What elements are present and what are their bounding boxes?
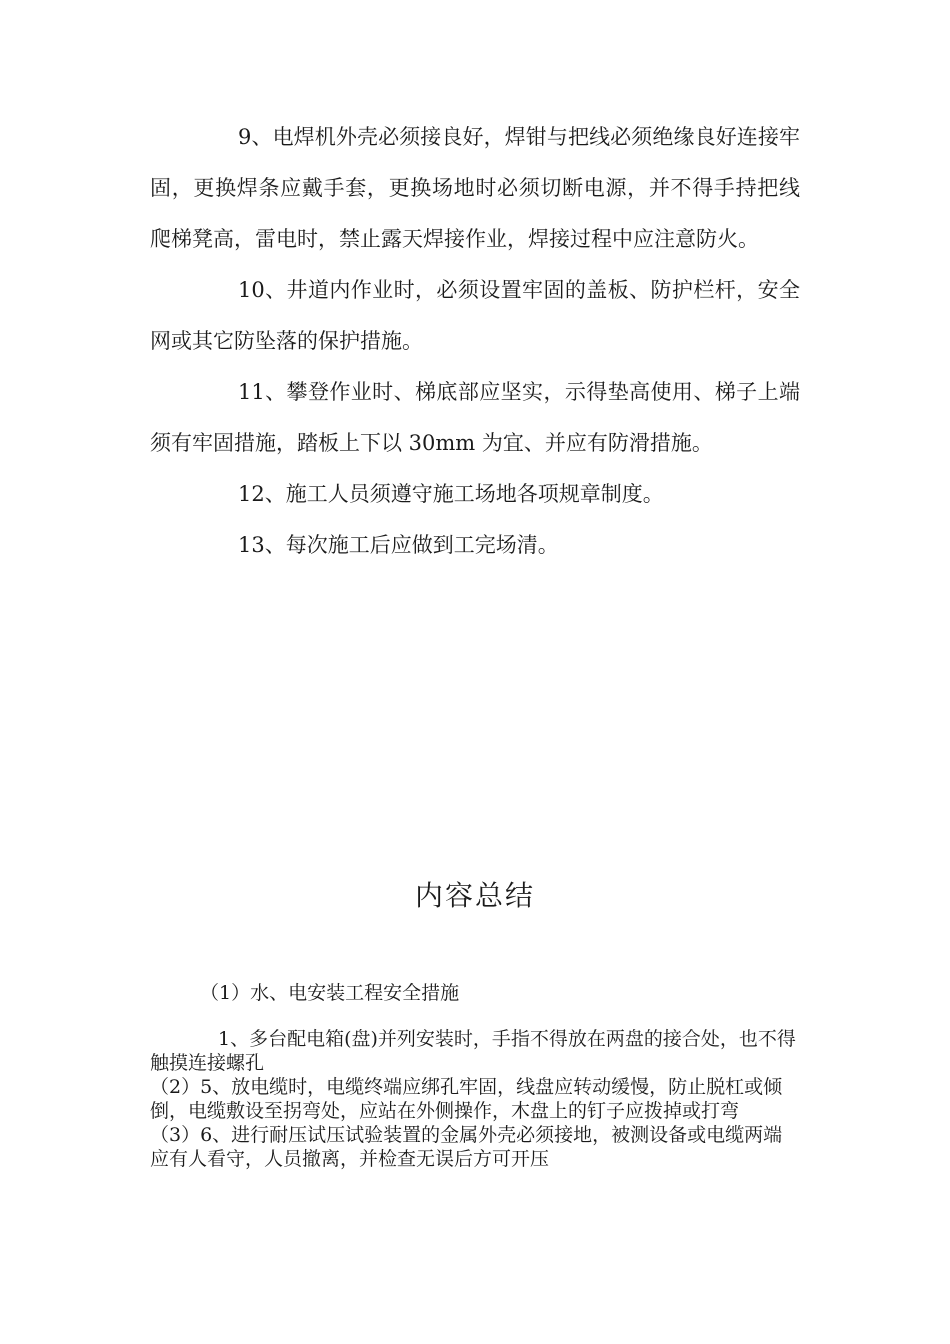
summary-paragraph-1: 1、多台配电箱(盘)并列安装时，手指不得放在两盘的接合处，也不得触摸连接螺孔 — [150, 1028, 796, 1074]
item-13: 13、每次施工后应做到工完场清。 — [238, 533, 559, 557]
summary-paragraph-2: （2）5、放电缆时，电缆终端应绑孔牢固，线盘应转动缓慢，防止脱杠或倾倒，电缆敷设至拐弯处，应站在外侧操作，木盘上的钉子应拨掉或打弯 — [150, 1076, 783, 1122]
summary-subtitle: （1）水、电安装工程安全措施 — [200, 982, 460, 1004]
item-10: 10、井道内作业时，必须设置牢固的盖板、防护栏杆，安全网或其它防坠落的保护措施。 — [150, 278, 800, 353]
summary-paragraph-3: （3）6、进行耐压试压试验装置的金属外壳必须接地，被测设备或电缆两端应有人看守，人员撤离，并检查无误后方可开压 — [150, 1124, 783, 1170]
safety-measures-list — [150, 112, 800, 571]
summary-title: 内容总结 — [414, 879, 535, 912]
item-11: 11、攀登作业时、梯底部应坚实，示得垫高使用、梯子上端须有牢固措施，踏板上下以 30mm 为宜、并应有防滑措施。 — [150, 380, 800, 455]
summary-body — [150, 1027, 800, 1171]
item-12: 12、施工人员须遵守施工场地各项规章制度。 — [238, 482, 664, 506]
item-9: 9、电焊机外壳必须接良好，焊钳与把线必须绝缘良好连接牢固，更换焊条应戴手套，更换场地时必须切断电源，并不得手持把线爬梯凳高，雷电时，禁止露天焊接作业，焊接过程中应注意防火。 — [150, 125, 800, 251]
